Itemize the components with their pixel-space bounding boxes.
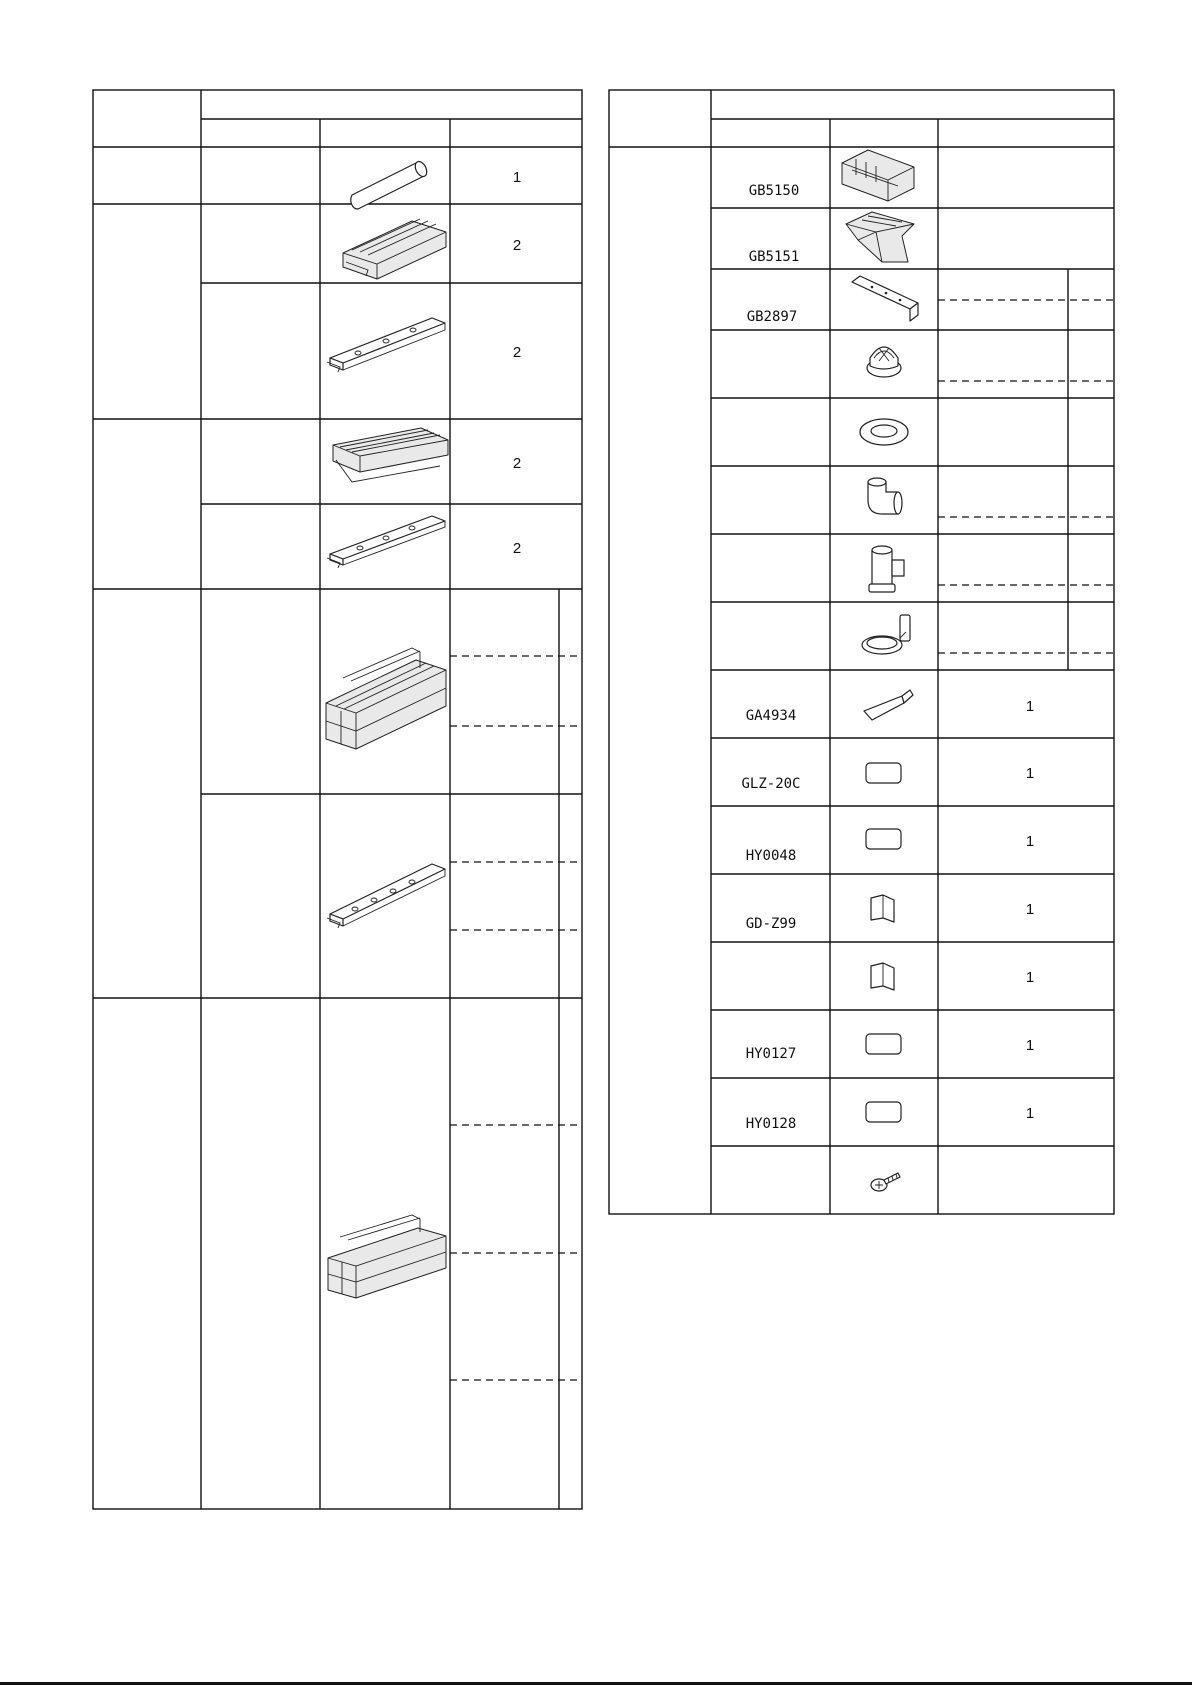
code-gb2897: GB2897 xyxy=(746,309,798,325)
qty-label-hy0127: 1 xyxy=(1025,1037,1035,1054)
wide-rail-profile-icon xyxy=(333,428,448,482)
drain-strainer-icon xyxy=(867,347,901,377)
flat-plate-4-holes-icon xyxy=(327,864,445,928)
code-hy0127: HY0127 xyxy=(745,1046,797,1062)
qty-rail: 2 xyxy=(512,237,522,254)
qty-pipe: 1 xyxy=(512,169,522,186)
qty-label-hy0048: 1 xyxy=(1025,833,1035,850)
code-gb5150: GB5150 xyxy=(748,183,800,199)
pipe-clamp-icon xyxy=(862,615,910,654)
code-ga4934: GA4934 xyxy=(745,708,797,724)
folded-sheet-icon xyxy=(871,963,894,990)
flat-plate-3-holes-icon xyxy=(327,516,445,568)
code-hy0128: HY0128 xyxy=(745,1116,797,1132)
qty-sealant: 1 xyxy=(1025,698,1035,715)
right-parts-table xyxy=(609,90,1114,1214)
folded-sheet-icon xyxy=(871,895,894,922)
qty-plate-a: 2 xyxy=(512,344,522,361)
elbow-pipe-icon xyxy=(868,478,902,514)
code-gb5151: GB5151 xyxy=(748,249,800,265)
end-cap-icon xyxy=(842,150,914,201)
label-plate-icon xyxy=(866,1102,901,1122)
qty-wide-rail: 2 xyxy=(512,455,522,472)
angle-bracket-icon xyxy=(852,276,918,321)
qty-sheet: 1 xyxy=(1025,969,1035,986)
pipe-icon xyxy=(351,160,429,209)
label-plate-icon xyxy=(866,763,901,783)
large-channel-profile-icon xyxy=(328,1215,446,1298)
left-parts-table xyxy=(93,90,582,1509)
tee-pipe-icon xyxy=(869,546,904,592)
code-hy0048: HY0048 xyxy=(745,848,797,864)
qty-sheet-gdz99: 1 xyxy=(1025,901,1035,918)
code-gd-z99: GD-Z99 xyxy=(745,916,797,932)
flat-plate-3-holes-icon xyxy=(327,318,445,372)
corner-cap-icon xyxy=(846,212,914,262)
label-plate-icon xyxy=(866,829,901,849)
code-glz-20c: GLZ-20C xyxy=(741,776,801,792)
qty-label-glz: 1 xyxy=(1025,765,1035,782)
washer-ring-icon xyxy=(860,419,908,445)
double-channel-profile-icon xyxy=(326,648,446,749)
screw-icon xyxy=(871,1173,900,1191)
sealant-tube-icon xyxy=(864,690,913,720)
qty-label-hy0128: 1 xyxy=(1025,1105,1035,1122)
rail-profile-icon xyxy=(343,219,446,279)
qty-plate-b: 2 xyxy=(512,540,522,557)
label-plate-icon xyxy=(866,1034,901,1054)
